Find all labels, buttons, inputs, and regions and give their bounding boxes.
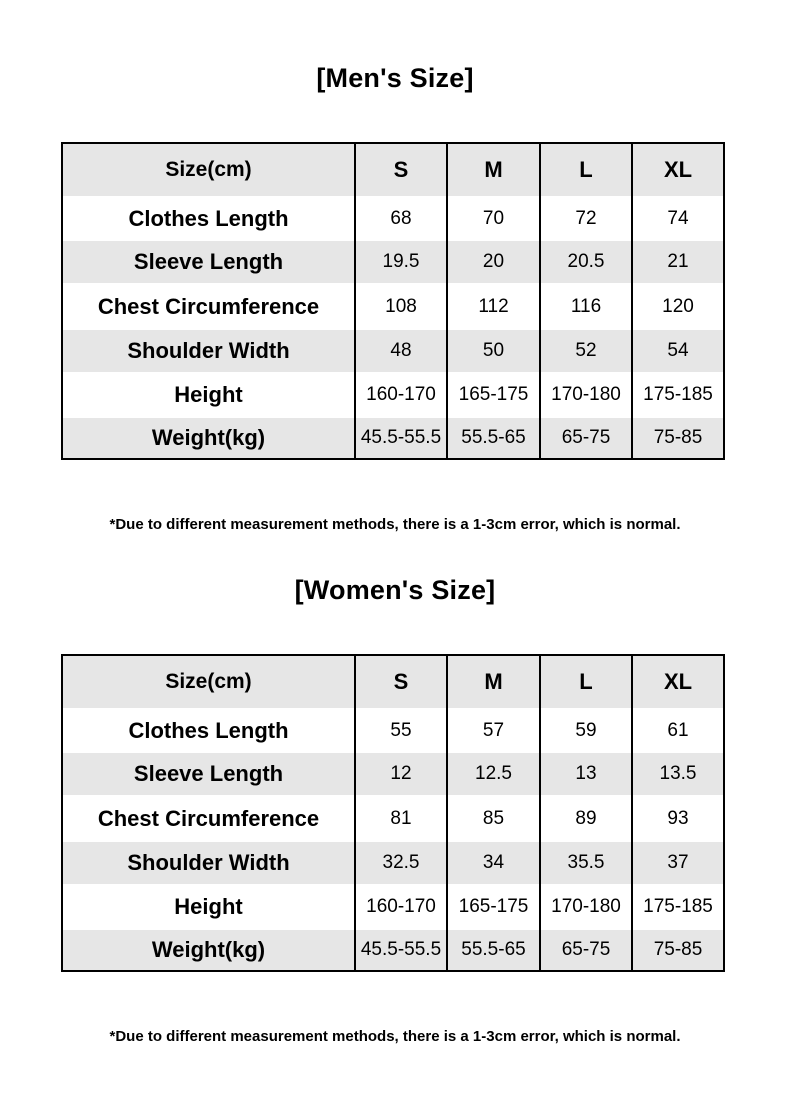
table-row — [62, 930, 724, 971]
table-cell: 45.5-55.5 — [355, 418, 447, 459]
womens-size-title: [Women's Size] — [294, 575, 496, 605]
table-cell: 50 — [447, 330, 540, 372]
mens-measurement-note: *Due to different measurement methods, there is a 1-3cm error, which is normal. — [109, 516, 681, 533]
table-cell: 175-185 — [632, 372, 724, 418]
table-cell: 20 — [447, 241, 540, 283]
header-label-cell: Size(cm) — [62, 655, 355, 708]
table-cell: 12.5 — [447, 753, 540, 795]
row-label: Sleeve Length — [62, 241, 355, 283]
table-row — [62, 842, 724, 884]
table-cell: 45.5-55.5 — [355, 930, 447, 971]
table-header-row — [62, 143, 724, 196]
table-row — [62, 884, 724, 930]
table-cell: 68 — [355, 196, 447, 241]
size-header-l: L — [540, 655, 632, 708]
table-cell: 72 — [540, 196, 632, 241]
table-cell: 59 — [540, 708, 632, 753]
size-header-xl: XL — [632, 143, 724, 196]
size-header-m: M — [447, 655, 540, 708]
table-header-row — [62, 655, 724, 708]
row-label: Height — [62, 372, 355, 418]
table-cell: 89 — [540, 795, 632, 842]
row-label: Weight(kg) — [62, 418, 355, 459]
header-label-cell: Size(cm) — [62, 143, 355, 196]
size-header-s: S — [355, 655, 447, 708]
row-label: Sleeve Length — [62, 753, 355, 795]
size-header-xl: XL — [632, 655, 724, 708]
table-cell: 48 — [355, 330, 447, 372]
table-cell: 165-175 — [447, 372, 540, 418]
table-cell: 81 — [355, 795, 447, 842]
table-row — [62, 196, 724, 241]
table-cell: 65-75 — [540, 418, 632, 459]
table-cell: 74 — [632, 196, 724, 241]
size-header-m: M — [447, 143, 540, 196]
table-cell: 93 — [632, 795, 724, 842]
table-cell: 120 — [632, 283, 724, 330]
size-header-l: L — [540, 143, 632, 196]
table-cell: 108 — [355, 283, 447, 330]
table-cell: 20.5 — [540, 241, 632, 283]
table-cell: 32.5 — [355, 842, 447, 884]
table-cell: 165-175 — [447, 884, 540, 930]
table-cell: 55 — [355, 708, 447, 753]
table-cell: 35.5 — [540, 842, 632, 884]
table-cell: 65-75 — [540, 930, 632, 971]
table-cell: 57 — [447, 708, 540, 753]
table-cell: 170-180 — [540, 372, 632, 418]
table-cell: 12 — [355, 753, 447, 795]
table-cell: 19.5 — [355, 241, 447, 283]
table-row — [62, 418, 724, 459]
table-row — [62, 372, 724, 418]
table-cell: 34 — [447, 842, 540, 884]
table-cell: 175-185 — [632, 884, 724, 930]
row-label: Clothes Length — [62, 708, 355, 753]
womens-measurement-note: *Due to different measurement methods, there is a 1-3cm error, which is normal. — [109, 1028, 681, 1045]
table-cell: 13 — [540, 753, 632, 795]
row-label: Shoulder Width — [62, 330, 355, 372]
mens-size-table — [61, 142, 725, 460]
table-cell: 75-85 — [632, 930, 724, 971]
table-cell: 21 — [632, 241, 724, 283]
size-header-s: S — [355, 143, 447, 196]
row-label: Chest Circumference — [62, 283, 355, 330]
table-cell: 55.5-65 — [447, 930, 540, 971]
table-cell: 55.5-65 — [447, 418, 540, 459]
row-label: Weight(kg) — [62, 930, 355, 971]
table-cell: 170-180 — [540, 884, 632, 930]
table-row — [62, 241, 724, 283]
table-row — [62, 708, 724, 753]
mens-size-title: [Men's Size] — [316, 63, 474, 93]
row-label: Height — [62, 884, 355, 930]
table-row — [62, 753, 724, 795]
table-cell: 160-170 — [355, 884, 447, 930]
row-label: Chest Circumference — [62, 795, 355, 842]
table-cell: 13.5 — [632, 753, 724, 795]
row-label: Clothes Length — [62, 196, 355, 241]
table-cell: 70 — [447, 196, 540, 241]
table-row — [62, 283, 724, 330]
table-row — [62, 795, 724, 842]
table-cell: 37 — [632, 842, 724, 884]
table-cell: 160-170 — [355, 372, 447, 418]
table-cell: 112 — [447, 283, 540, 330]
womens-size-table — [61, 654, 725, 972]
table-cell: 75-85 — [632, 418, 724, 459]
row-label: Shoulder Width — [62, 842, 355, 884]
table-row — [62, 330, 724, 372]
table-cell: 61 — [632, 708, 724, 753]
table-cell: 52 — [540, 330, 632, 372]
table-cell: 85 — [447, 795, 540, 842]
table-cell: 54 — [632, 330, 724, 372]
table-cell: 116 — [540, 283, 632, 330]
